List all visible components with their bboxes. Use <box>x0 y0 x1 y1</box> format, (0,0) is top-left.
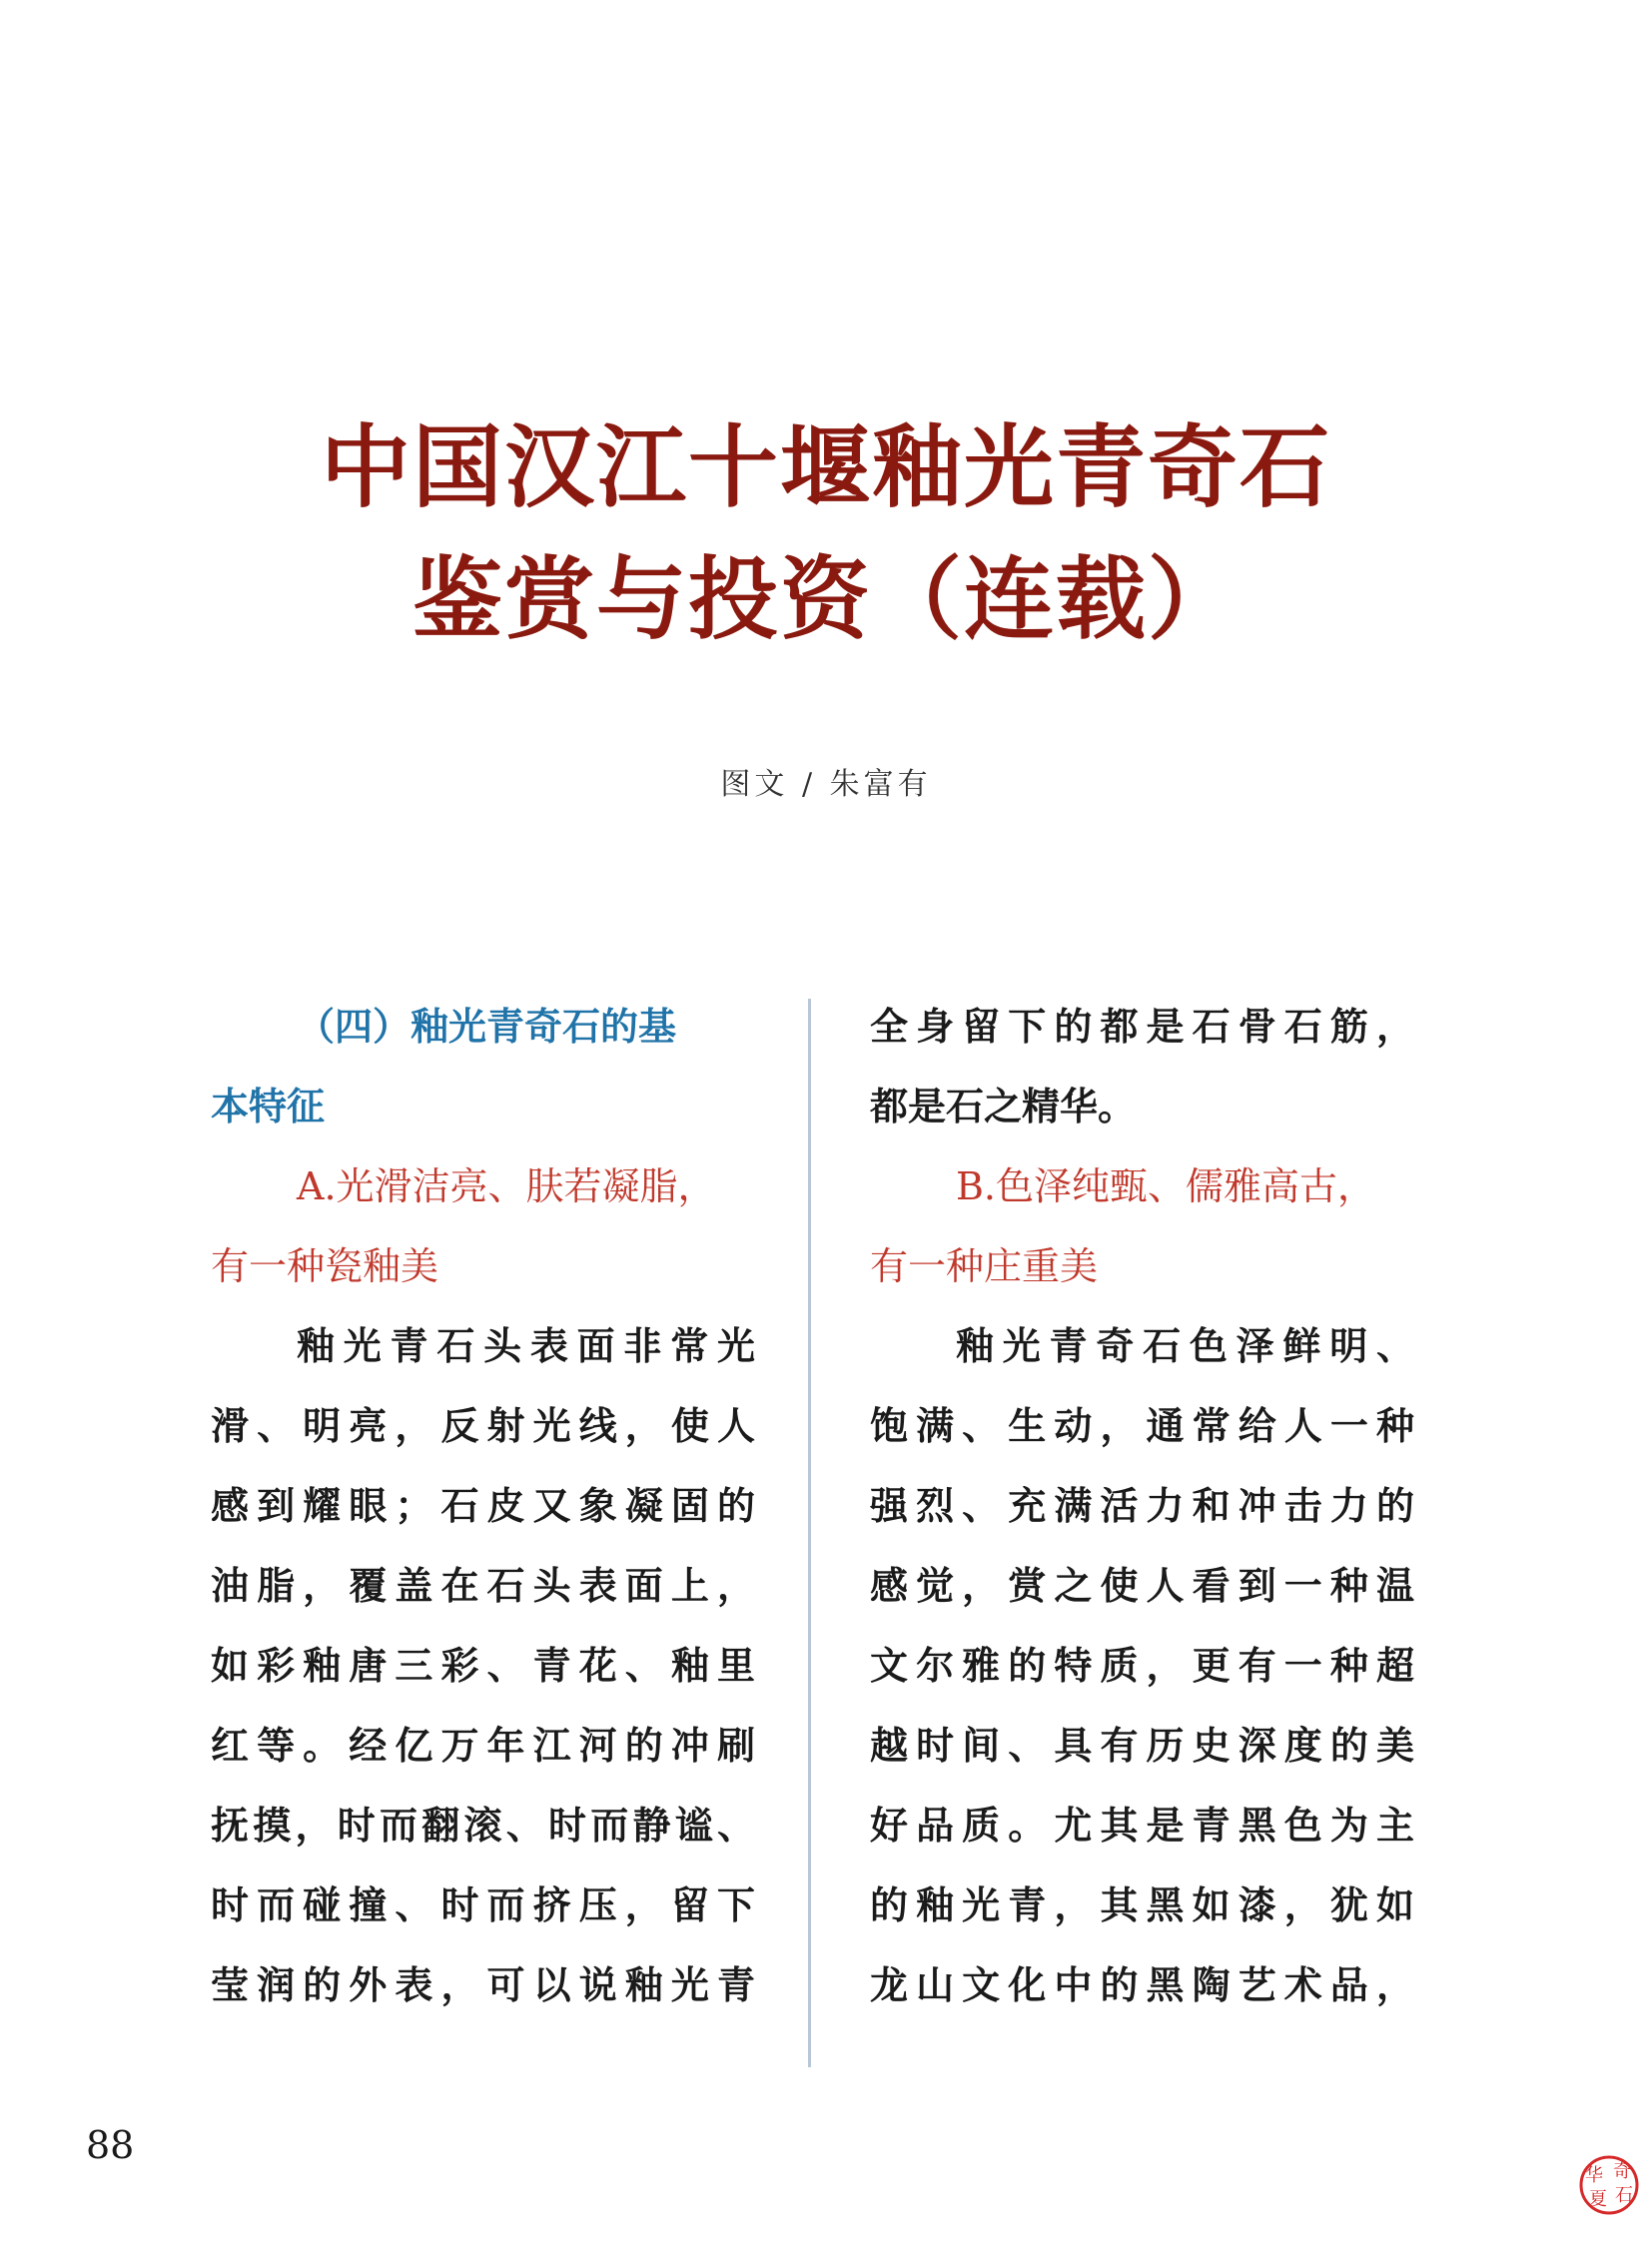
logo-char: 夏 <box>1589 2189 1607 2210</box>
paragraph-line: 如彩釉唐三彩、青花、釉里 <box>211 1643 755 1688</box>
paragraph-line: 好品质。尤其是青黑色为主 <box>870 1803 1414 1848</box>
paragraph-line: 釉光青石头表面非常光 <box>297 1323 755 1368</box>
page-number: 88 <box>86 2123 135 2167</box>
sub-heading-a: A.光滑洁亮、肤若凝脂， <box>297 1164 716 1208</box>
byline: 图文 / 朱富有 <box>720 767 932 802</box>
logo-char: 石 <box>1615 2185 1633 2206</box>
section-heading-cont: 本特征 <box>211 1084 326 1128</box>
paragraph-line: 釉光青奇石色泽鲜明、 <box>956 1323 1414 1368</box>
column-divider <box>808 999 811 2067</box>
logo-char: 奇 <box>1613 2161 1631 2182</box>
logo-char: 华 <box>1585 2165 1603 2186</box>
paragraph-line: 饱满、生动，通常给人一种 <box>870 1403 1414 1448</box>
paragraph-line: 感到耀眼；石皮又象凝固的 <box>211 1483 755 1528</box>
paragraph-line: 油脂，覆盖在石头表面上， <box>211 1563 755 1608</box>
paragraph-line: 龙山文化中的黑陶艺术品， <box>870 1962 1414 2007</box>
right-column <box>870 987 1414 2025</box>
paragraph-line: 滑、明亮，反射光线，使人 <box>211 1403 755 1448</box>
paragraph-line: 感觉，赏之使人看到一种温 <box>870 1563 1414 1608</box>
paragraph-line: 红等。经亿万年江河的冲刷 <box>211 1723 755 1768</box>
paragraph-line: 抚摸，时而翻滚、时而静谧、 <box>211 1803 755 1848</box>
article-title-line-1: 中国汉江十堰釉光青奇石 <box>321 415 1331 520</box>
sub-heading-b-cont: 有一种庄重美 <box>870 1244 1099 1288</box>
paragraph-line: 时而碰撞、时而挤压，留下 <box>211 1882 755 1927</box>
paragraph-line: 文尔雅的特质，更有一种超 <box>870 1643 1414 1688</box>
paragraph-line: 的釉光青，其黑如漆，犹如 <box>870 1882 1414 1927</box>
huaxia-qishi-logo-icon <box>1576 2145 1642 2231</box>
paragraph-line: 莹润的外表，可以说釉光青 <box>211 1962 755 2007</box>
paragraph-line: 越时间、具有历史深度的美 <box>870 1723 1414 1768</box>
article-title-line-2: 鉴赏与投资（连载） <box>413 547 1239 652</box>
sub-heading-b: B.色泽纯甄、儒雅高古， <box>956 1164 1376 1208</box>
paragraph-line: 全身留下的都是石骨石筋， <box>870 1004 1414 1049</box>
left-column <box>211 987 755 2025</box>
paragraph-line: 都是石之精华。 <box>870 1084 1137 1128</box>
section-heading: （四）釉光青奇石的基 <box>297 1004 677 1049</box>
sub-heading-a-cont: 有一种瓷釉美 <box>211 1244 439 1288</box>
paragraph-line: 强烈、充满活力和冲击力的 <box>870 1483 1414 1528</box>
